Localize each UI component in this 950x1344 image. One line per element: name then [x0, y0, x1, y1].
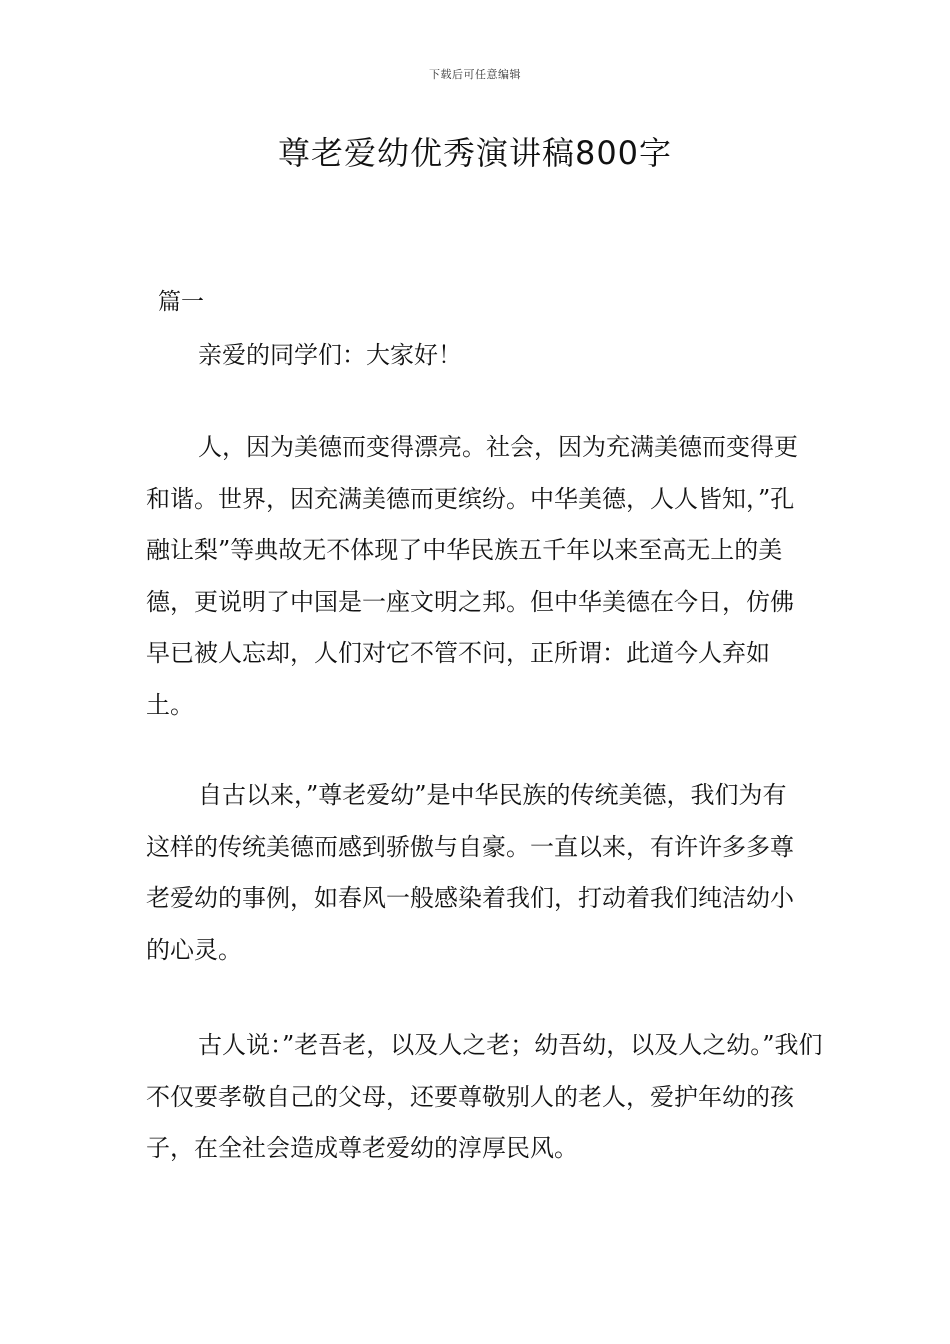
header-note: 下载后可任意编辑 [429, 68, 521, 81]
greeting-line: 亲爱的同学们：大家好！ [198, 341, 462, 369]
paragraph-2: 自古以来，”尊老爱幼”是中华民族的传统美德，我们为有这样的传统美德而感到骄傲与自豪。一直以来，有许许多多尊老爱幼的事例，如春风一般感染着我们，打动着我们纯洁幼小的心灵。 [146, 781, 794, 964]
section-label: 篇一 [158, 289, 204, 315]
paragraph-1: 人，因为美德而变得漂亮。社会，因为充满美德而变得更和谐。世界，因充满美德而更缤纷。中华美德，人人皆知，”孔融让梨”等典故无不体现了中华民族五千年以来至高无上的美德，更说明了中国是一座文明之邦。但中华美德在今日，仿佛早已被人忘却，人们对它不管不问，正所谓：此道今人弃如土。 [146, 433, 798, 719]
document-title: 尊老爱幼优秀演讲稿800字 [277, 134, 673, 172]
paragraph-3: 古人说：”老吾老，以及人之老；幼吾幼，以及人之幼。”我们不仅要孝敬自己的父母，还要尊敬别人的老人，爱护年幼的孩子，在全社会造成尊老爱幼的淳厚民风。 [146, 1031, 823, 1162]
